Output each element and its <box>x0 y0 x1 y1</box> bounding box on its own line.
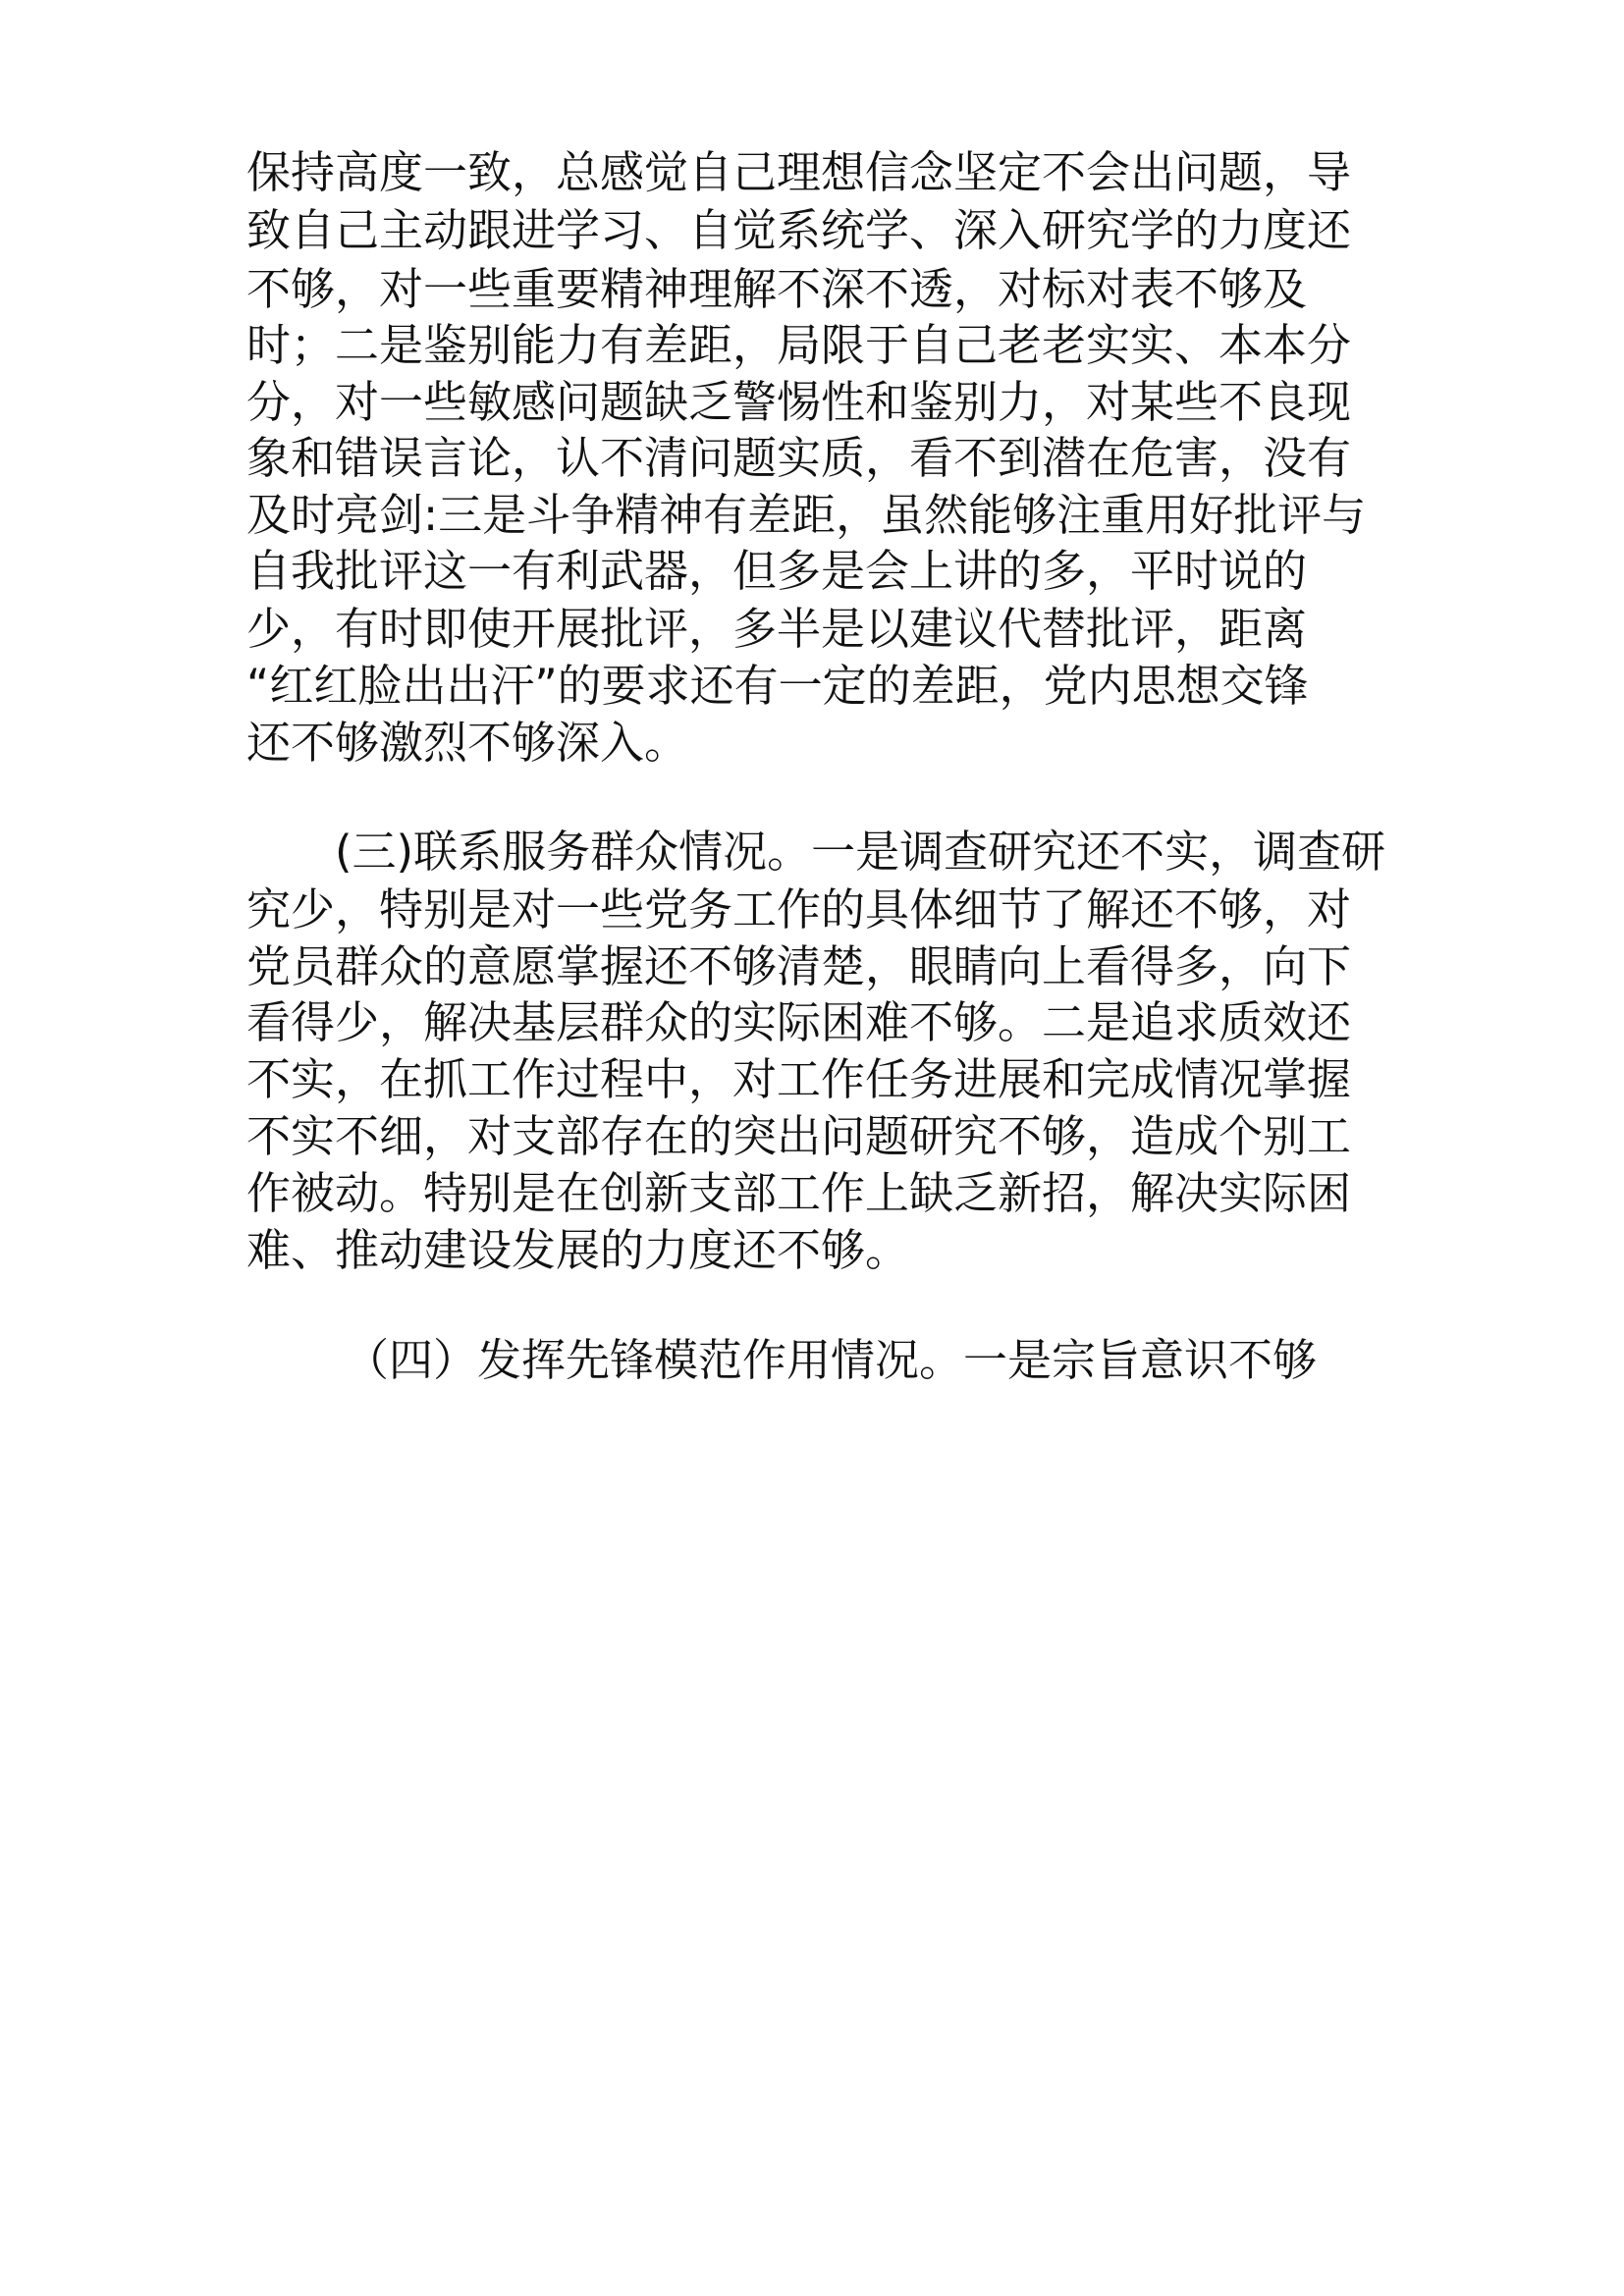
paragraph-1-line-8: 自我批评这一有利武器，但多是会上讲的多，平时说的 <box>246 545 1308 597</box>
paragraph-1-line-2: 致自己主动跟进学习、自觉系统学、深入研究学的力度还 <box>246 204 1352 256</box>
paragraph-2-line-5: 不实，在抓工作过程中，对工作任务进展和完成情况掌握 <box>246 1053 1352 1105</box>
paragraph-1-line-3: 不够，对一些重要精神理解不深不透，对标对表不够及 <box>246 263 1308 315</box>
paragraph-2-line-6: 不实不细，对支部存在的突出问题研究不够，造成个别工 <box>246 1110 1352 1162</box>
paragraph-2-line-1: (三)联系服务群众情况。一是调查研究还不实，调查研 <box>335 826 1386 878</box>
paragraph-2-line-7: 作被动。特别是在创新支部工作上缺乏新招，解决实际困 <box>246 1167 1352 1219</box>
paragraph-2-line-2: 究少，特别是对一些党务工作的具体细节了解还不够，对 <box>246 883 1352 935</box>
paragraph-1-line-9: 少，有时即使开展批评，多半是以建议代替批评，距离 <box>246 603 1308 655</box>
paragraph-1-line-10: “红红脸出出汗”的要求还有一定的差距，党内思想交锋 <box>246 660 1309 712</box>
paragraph-1-line-1: 保持高度一致，总感觉自己理想信念坚定不会出问题，导 <box>246 146 1352 198</box>
paragraph-1-line-4: 时；二是鉴别能力有差距，局限于自己老老实实、本本分 <box>246 319 1352 371</box>
paragraph-2-line-4: 看得少，解决基层群众的实际困难不够。二是追求质效还 <box>246 996 1352 1048</box>
paragraph-1-line-6: 象和错误言论，认不清问题实质，看不到潜在危害，没有 <box>246 432 1352 484</box>
paragraph-1-line-5: 分，对一些敏感问题缺乏警惕性和鉴别力，对某些不良现 <box>246 376 1352 428</box>
paragraph-2-line-3: 党员群众的意愿掌握还不够清楚，眼睛向上看得多，向下 <box>246 940 1352 992</box>
paragraph-2-line-8: 难、推动建设发展的力度还不够。 <box>246 1224 910 1276</box>
paragraph-1-line-7: 及时亮剑:三是斗争精神有差距，虽然能够注重用好批评与 <box>246 489 1367 541</box>
paragraph-1-line-11: 还不够激烈不够深入。 <box>246 717 689 769</box>
paragraph-3-line-1: （四）发挥先锋模范作用情况。一是宗旨意识不够 <box>345 1334 1318 1386</box>
